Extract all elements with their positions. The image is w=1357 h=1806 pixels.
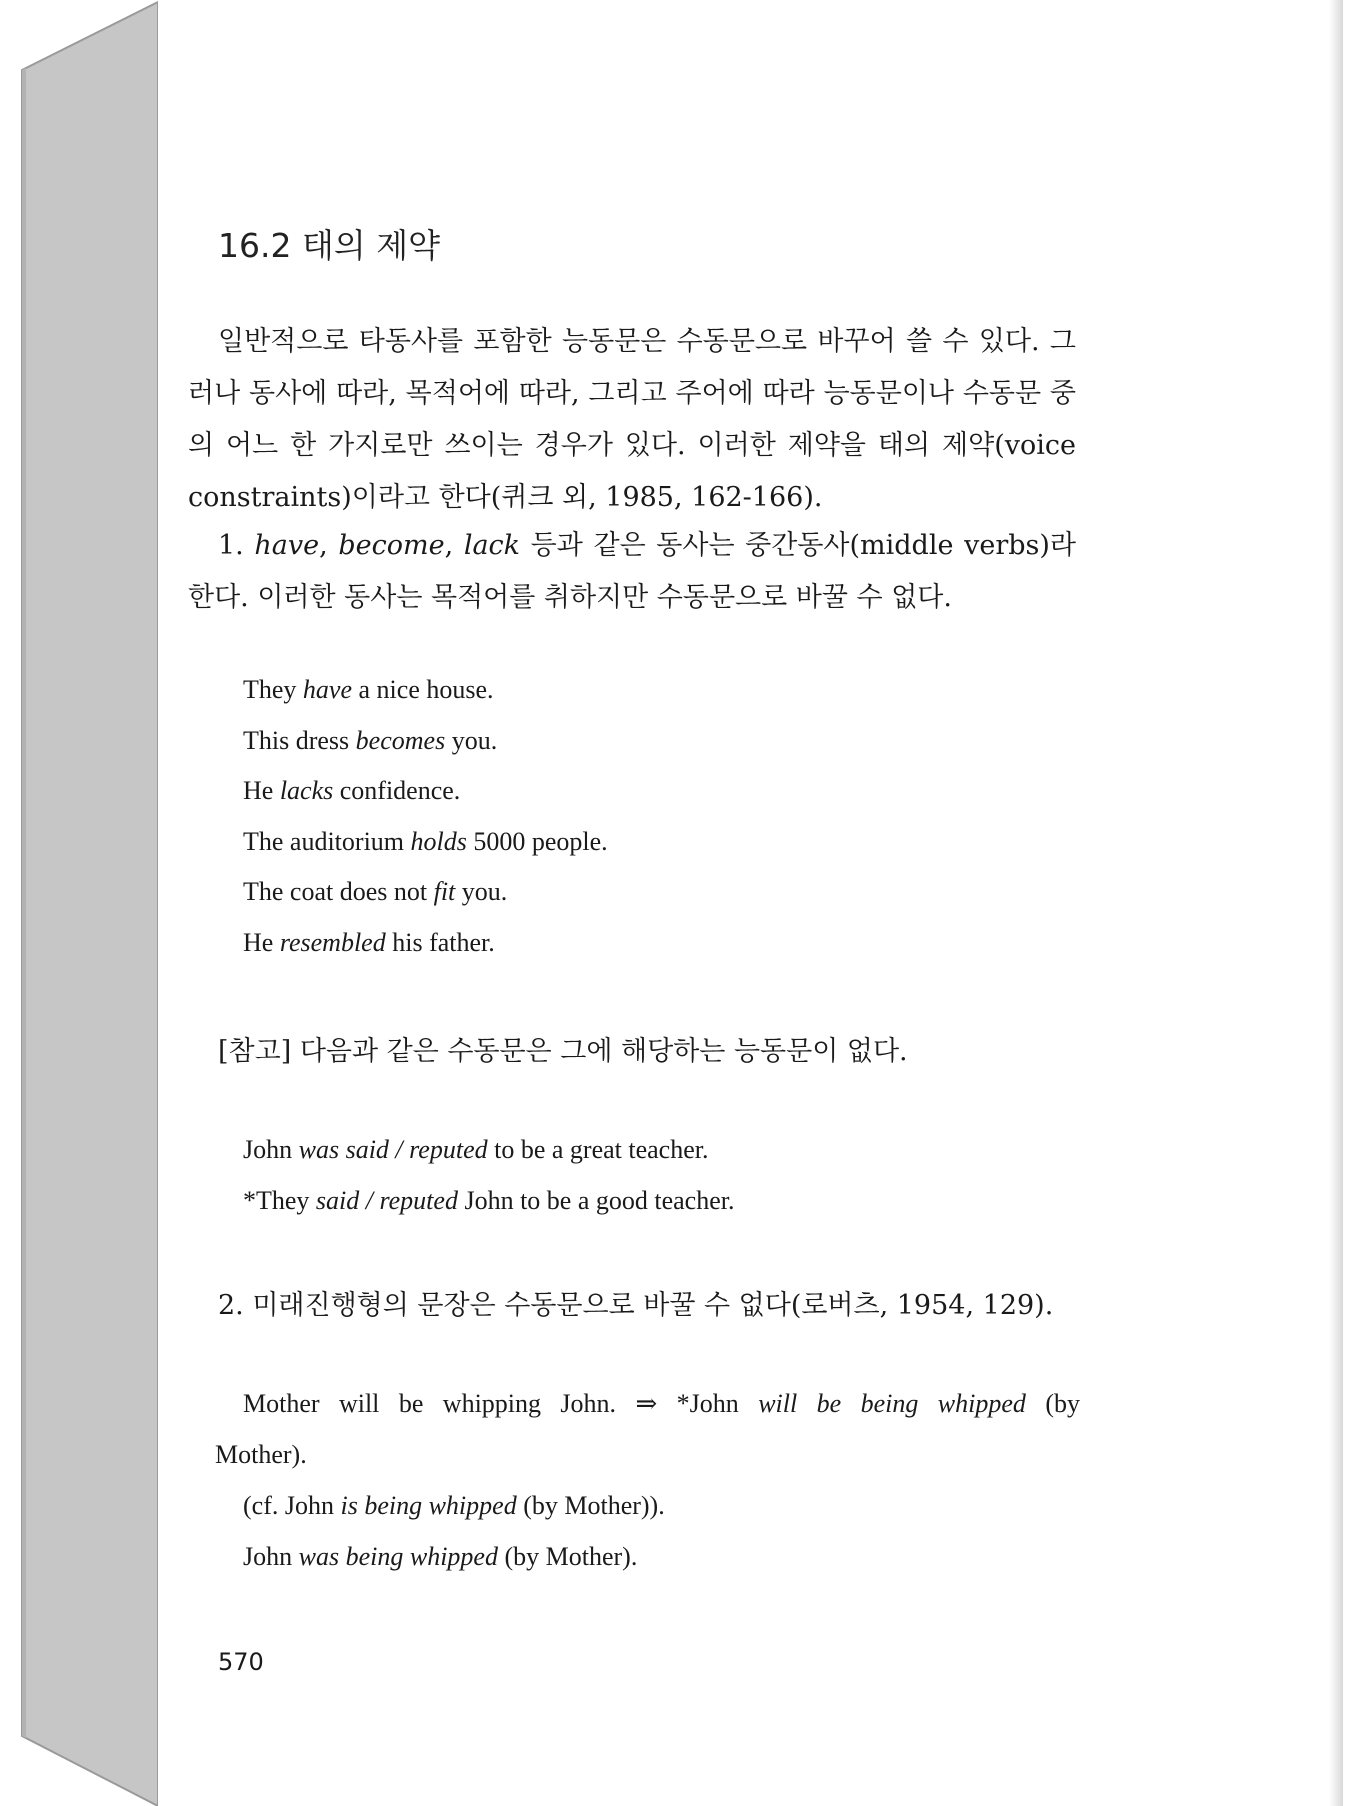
example-verb: will be being whipped	[758, 1389, 1026, 1418]
rule-1-number: 1.	[218, 530, 244, 561]
section-title: 16.2 태의 제약	[218, 226, 440, 265]
example-text: John to be a good teacher.	[457, 1185, 735, 1215]
example-sentence	[215, 1480, 1080, 1531]
examples-middle-verbs	[243, 665, 608, 968]
example-text: his father.	[385, 927, 495, 957]
example-verb: becomes	[355, 725, 446, 755]
examples-passive-only	[243, 1125, 734, 1226]
example-text: (by Mother).	[497, 1542, 638, 1571]
example-sentence	[243, 665, 608, 716]
example-text: (by	[1025, 1389, 1080, 1418]
example-verb: lacks	[279, 776, 334, 805]
example-sentence-continued: Mother).	[215, 1440, 307, 1469]
example-text: (by Mother)).	[516, 1491, 665, 1520]
example-sentence	[243, 867, 608, 918]
note-reference: [참고] 다음과 같은 수동문은 그에 해당하는 능동문이 없다.	[218, 1036, 908, 1067]
rule-1-verb-have: have	[254, 530, 320, 561]
example-sentence	[243, 1176, 734, 1227]
rule-1-verb-lack: lack	[463, 530, 521, 561]
rule-1-verb-become: become	[338, 530, 445, 561]
paragraph-intro: 일반적으로 타동사를 포함한 능동문은 수동문으로 바꾸어 쓸 수 있다. 그러나 동사에 따라, 목적어에 따라, 그리고 주어에 따라 능동문이나 수동문 중의 어느 한 가지로만 쓰이는 경우가 있다. 이러한 제약을 태의 제약(voice constraints)이라고 한다(퀴크 외, 1985, 162-166).	[188, 326, 1076, 513]
example-verb: resembled	[279, 927, 386, 957]
example-text: The auditorium	[243, 826, 411, 856]
example-text: (cf. John	[243, 1491, 341, 1520]
example-verb: was said / reputed	[298, 1135, 488, 1164]
example-sentence	[215, 1378, 1080, 1429]
examples-future-progressive	[215, 1378, 1080, 1582]
example-verb: have	[302, 675, 353, 704]
example-sentence	[243, 1125, 734, 1176]
example-text: 5000 people.	[466, 826, 608, 856]
page-edge-shadow	[1329, 0, 1343, 1806]
example-text: confidence.	[333, 776, 461, 805]
book-spine	[0, 0, 160, 1806]
example-text: a nice house.	[352, 675, 494, 704]
example-text: Mother will be whipping John. ⇒ *John	[243, 1389, 759, 1418]
example-text: John	[243, 1135, 299, 1164]
example-text: you.	[455, 877, 508, 906]
example-text: They	[243, 675, 303, 704]
rule-1-text: 등과 같은 동사는 중간동사(middle verbs)라 한다. 이러한 동사는 목적어를 취하지만 수동문으로 바꿀 수 없다.	[188, 530, 1076, 613]
example-text: John	[243, 1542, 299, 1571]
example-text: He	[243, 776, 280, 805]
rule-1	[188, 520, 1076, 624]
page-number: 570	[218, 1648, 264, 1676]
example-verb: said / reputed	[315, 1185, 458, 1215]
example-sentence	[243, 817, 608, 868]
example-verb: fit	[433, 877, 456, 906]
example-text: He	[243, 927, 280, 957]
example-verb: holds	[410, 826, 467, 856]
rule-1-sep: ,	[444, 530, 464, 561]
example-text: The coat does not	[243, 877, 434, 906]
rule-2: 2. 미래진행형의 문장은 수동문으로 바꿀 수 없다(로버츠, 1954, 129).	[218, 1290, 1054, 1321]
example-sentence	[243, 918, 608, 969]
example-sentence	[215, 1531, 1080, 1582]
example-verb: was being whipped	[298, 1542, 498, 1571]
example-sentence	[243, 716, 608, 767]
example-verb: is being whipped	[340, 1491, 517, 1520]
rule-1-sep: ,	[319, 530, 339, 561]
example-text: This dress	[243, 725, 356, 755]
example-sentence	[243, 766, 608, 817]
example-text: to be a great teacher.	[487, 1135, 709, 1164]
example-text: *They	[243, 1185, 316, 1215]
example-text: you.	[445, 725, 498, 755]
